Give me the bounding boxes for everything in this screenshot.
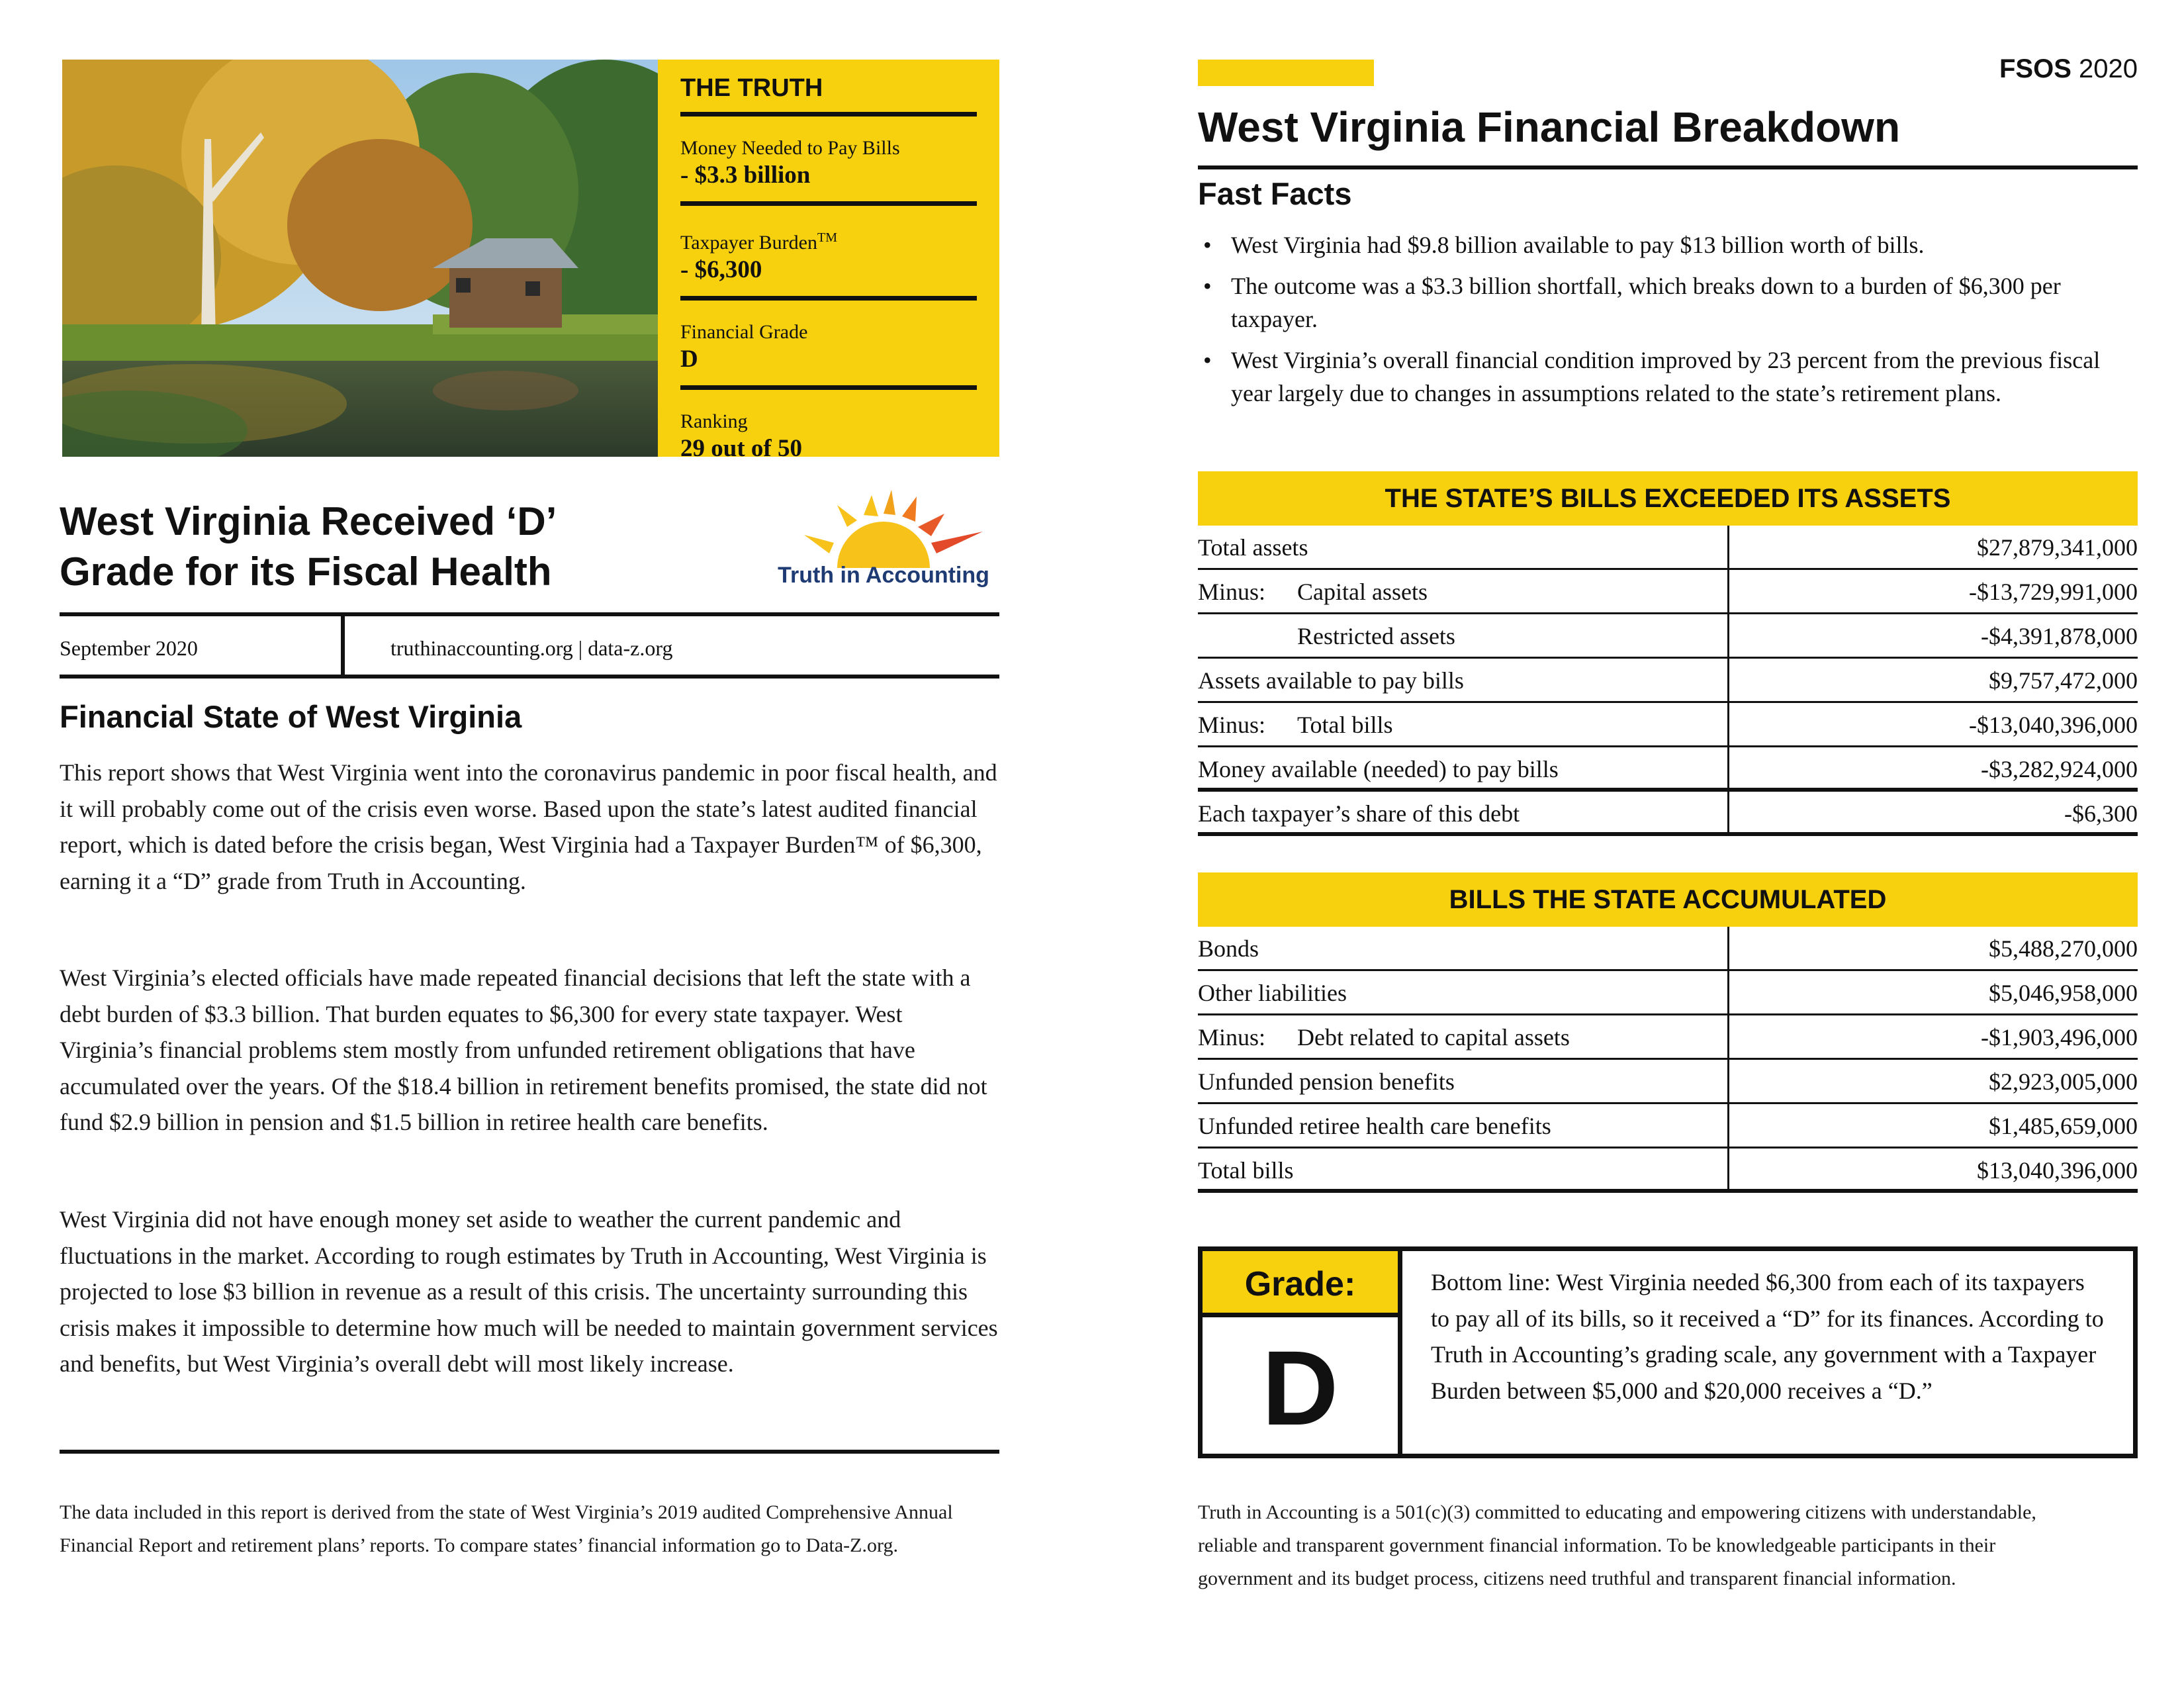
- table-row: [1198, 792, 2138, 836]
- financial-grade-label: Financial Grade: [680, 321, 808, 343]
- body-paragraph: West Virginia did not have enough money set aside to weather the current pandemic and fluctuations in the market. According to rough estimates by Truth in Accounting, West Virginia is projected to lose $3 billion in revenue as a result of this crisis. The uncertainty surrounding this crisis makes it impossible to determine how much will be needed to maintain government services and benefits, but West Virginia’s overall debt will most likely increase.: [60, 1206, 998, 1377]
- row-prefix: Minus:: [1198, 1024, 1266, 1051]
- table-row: [1198, 703, 2138, 747]
- table-row: [1198, 927, 2138, 971]
- list-item: • The outcome was a $3.3 billion shortfall, which breaks down to a burden of $6,300 per taxpayer.: [1198, 269, 2138, 336]
- table-row: [1198, 614, 2138, 659]
- row-value: $9,757,472,000: [1989, 667, 2138, 694]
- row-value: -$1,903,496,000: [1981, 1024, 2138, 1051]
- money-needed-value: - $3.3 billion: [680, 160, 977, 206]
- financial-grade-value: D: [680, 344, 977, 390]
- table-row: [1198, 971, 2138, 1015]
- truth-heading: THE TRUTH: [680, 74, 977, 117]
- row-label: Restricted assets: [1297, 623, 1455, 649]
- row-label: Total assets: [1198, 534, 1308, 561]
- grade-letter: D: [1261, 1329, 1339, 1447]
- table-row: [1198, 1060, 2138, 1104]
- divider: [1198, 165, 2138, 169]
- row-value: -$13,040,396,000: [1969, 712, 2138, 738]
- table-row: [1198, 526, 2138, 570]
- table-row: [1198, 1015, 2138, 1060]
- table-row: [1198, 1149, 2138, 1193]
- page-title: West Virginia Received ‘D’ Grade for its Fiscal Health: [60, 499, 557, 594]
- list-item: • West Virginia’s overall financial condition improved by 23 percent from the previous fiscal year largely due to changes in assumptions related to the state’s retirement plans.: [1198, 344, 2138, 410]
- fast-facts-heading: Fast Facts: [1198, 176, 1352, 211]
- grade-label: Grade:: [1203, 1251, 1398, 1317]
- logo-text: Truth in Accounting: [778, 563, 989, 588]
- row-value: $2,923,005,000: [1989, 1068, 2138, 1095]
- row-label: Other liabilities: [1198, 980, 1347, 1006]
- table-row: [1198, 570, 2138, 614]
- grade-divider: [1398, 1251, 1402, 1454]
- row-value: $5,046,958,000: [1989, 980, 2138, 1006]
- list-item: • West Virginia had $9.8 billion available to pay $13 billion worth of bills.: [1198, 228, 2138, 261]
- row-label: Assets available to pay bills: [1198, 667, 1464, 694]
- row-value: $5,488,270,000: [1989, 935, 2138, 962]
- publish-date: September 2020: [60, 636, 198, 660]
- assets-table-heading: THE STATE’S BILLS EXCEEDED ITS ASSETS: [1198, 471, 2138, 526]
- row-label: Unfunded pension benefits: [1198, 1068, 1455, 1095]
- section-heading: Financial State of West Virginia: [60, 699, 522, 734]
- row-value: $1,485,659,000: [1989, 1113, 2138, 1139]
- ranking-value: 29 out of 50: [680, 435, 802, 462]
- left-footnote: The data included in this report is derived from the state of West Virginia’s 2019 audited Comprehensive Annual Financial Report and retirement plans’ reports. To compare states’ financial information go to Data-Z.org.: [60, 1501, 953, 1556]
- row-label: Debt related to capital assets: [1297, 1024, 1570, 1051]
- report-tag: FSOS 2020: [1999, 54, 2138, 83]
- row-label: Money available (needed) to pay bills: [1198, 756, 1559, 782]
- breakdown-title: West Virginia Financial Breakdown: [1198, 103, 1901, 151]
- row-label: Bonds: [1198, 935, 1259, 962]
- bottom-line-text: Bottom line: West Virginia needed $6,300 from each of its taxpayers to pay all of its bills, so it received a “D” for its finances. According to Truth in Accounting’s grading scale, any government with a Taxpayer Burden between $5,000 and $20,000 receives a “D.”: [1431, 1269, 2104, 1404]
- row-prefix: Minus:: [1198, 712, 1266, 738]
- row-label: Unfunded retiree health care benefits: [1198, 1113, 1551, 1139]
- row-label: Each taxpayer’s share of this debt: [1198, 800, 1520, 827]
- row-value: $13,040,396,000: [1977, 1157, 2138, 1184]
- row-label: Total bills: [1297, 712, 1393, 738]
- website-links[interactable]: truthinaccounting.org | data-z.org: [390, 636, 673, 660]
- table-row: [1198, 659, 2138, 703]
- row-prefix: Minus:: [1198, 579, 1266, 605]
- meta-bar: [60, 612, 999, 679]
- divider: [60, 1450, 999, 1454]
- right-footnote: Truth in Accounting is a 501(c)(3) committed to educating and empowering citizens with understandable, reliable and transparent government financial information. To be knowledgeable participants in their government and its budget process, citizens need truthful and transparent financial information.: [1198, 1501, 2036, 1589]
- taxpayer-burden-value: - $6,300: [680, 255, 977, 301]
- assets-table: [1198, 526, 2138, 836]
- row-value: -$4,391,878,000: [1981, 623, 2138, 649]
- row-value: $27,879,341,000: [1977, 534, 2138, 561]
- fast-facts-list: [1198, 228, 2138, 418]
- row-value: -$6,300: [2064, 800, 2138, 827]
- row-label: Total bills: [1198, 1157, 1294, 1184]
- taxpayer-burden-label: Taxpayer Burden™: [680, 230, 837, 254]
- table-row: [1198, 747, 2138, 792]
- grade-box: [1198, 1246, 2138, 1458]
- accent-bar: [1198, 60, 1374, 86]
- body-paragraph: This report shows that West Virginia went into the coronavirus pandemic in poor fiscal health, and it will probably come out of the crisis even worse. Based upon the state’s latest audited financial report, which is dated before the crisis began, West Virginia had a Taxpayer Burden™ of $6,300, earning it a “D” grade from Truth in Accounting.: [60, 759, 997, 894]
- table-row: [1198, 1104, 2138, 1149]
- bills-table-heading: BILLS THE STATE ACCUMULATED: [1198, 872, 2138, 927]
- row-value: -$13,729,991,000: [1969, 579, 2138, 605]
- body-paragraph: West Virginia’s elected officials have made repeated financial decisions that left the state with a debt burden of $3.3 billion. That burden equates to $6,300 for every state taxpayer. West Virginia’s financial problems stem mostly from unfunded retirement obligations that have accumulated over the years. Of the $18.4 billion in retirement benefits promised, the state did not fund $2.9 billion in pension and $1.5 billion in retiree health care benefits.: [60, 964, 987, 1135]
- ranking-label: Ranking: [680, 410, 748, 432]
- row-label: Capital assets: [1297, 579, 1428, 605]
- row-value: -$3,282,924,000: [1981, 756, 2138, 782]
- truth-sidebar: [658, 60, 999, 462]
- bills-table: [1198, 927, 2138, 1193]
- meta-divider: [341, 616, 345, 675]
- money-needed-label: Money Needed to Pay Bills: [680, 137, 900, 159]
- cover-photo: [62, 60, 658, 457]
